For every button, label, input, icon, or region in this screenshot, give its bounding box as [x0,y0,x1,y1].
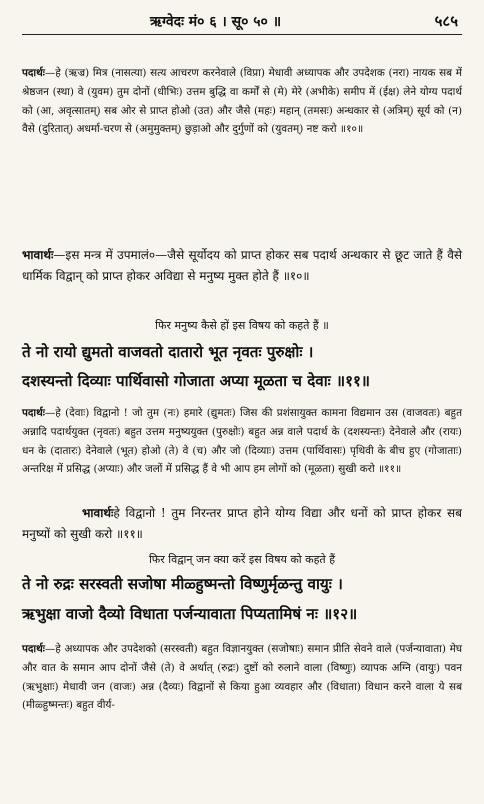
mantra-line-2a: ते नो रायो द्युमतो वाजवतो दातारो भूत नृवतः पुरुक्षोः । [22,343,314,361]
section-intro-3: फिर विद्वान् जन क्या करें इस विषय को कहते हैं [148,553,336,566]
section-intro-2: फिर मनुष्य कैसे हों इस विषय को कहते हैं ॥ [155,319,329,332]
mantra-line-2b: दशस्यन्तो दिव्याः पार्थिवासो गोजाता अप्या मूळता च देवाः ॥११॥ [22,372,371,390]
bhavartha-label: भावार्थः [22,248,54,262]
page-header [0,6,484,32]
padartha-label: पदार्थः [22,643,45,655]
padartha-text: —हे (ऋज्र) मित्र (नासत्या) सत्य आचरण करनेवाले (विप्रा) मेधावी अध्यापक और उपदेशक (नरा) नायक सब में श्रेष्ठजन (स्था) वे (युवम) तुम दोनों (धीभिः) उत्तम बुद्धि वा कर्मों से (मे) मेरे (अभीके) समीप में (ईक्ष) लेने योग्य पदार्थ को (आ, अवृत्सातम्) सब ओर से प्राप्त होओ (उत) और जैसे (महः) महान् (तमसः) अन्धकार से (अत्रिम्) सूर्य को (न) वैसे (दुरितात्) अधर्मा-चरण से (अमुमुक्तम्) छुड़ाओ और दुर्गुणों को (युवतम्) नष्ट करो ॥१०॥ [22,67,462,136]
page-number: ५८५ [434,12,458,30]
padartha-paragraph-1 [22,64,462,139]
padartha-text: —हे (देवाः) विद्वानो ! जो तुम (नः) हमारे (द्युमतः) जिस की प्रशंसायुक्त कामना विद्यमान उस (वाजवतः) बहुत अन्नादि पदार्थयुक्त (नृवतः) बहुत उत्तम मनुष्ययुक्त (पुरुक्षोः) बहुत अन्न वाले पदार्थ के (दशस्यन्तः) देनेवाले और (रायः) धन के (दातारः) देनेवाले (भूत) होओ (ते) वे (च) और जो (दिव्याः) उत्तम (पार्थिवासः) पृथिवी के बीच हुए (गोजाताः) अन्तरिक्ष में प्रसिद्ध (अप्याः) और जलों में प्रसिद्ध हैं वे भी आप हम लोगों को (मूळता) सुखी करो ॥११॥ [22,407,462,476]
bhavartha-block-2 [22,503,462,545]
padartha-block-2 [22,404,462,479]
padartha-paragraph-3 [22,640,462,715]
padartha-label: पदार्थः [22,67,45,79]
bhavartha-text: —इस मन्त्र में उपमालं०—जैसे सूर्योदय को प्राप्त होकर सब पदार्थ अन्धकार से छूट जाते हैं वैसे धार्मिक विद्वान् को प्राप्त होकर अविद्या से मनुष्य मुक्त होते हैं ॥१०॥ [22,248,462,283]
padartha-text: —हे अध्यापक और उपदेशको (सरस्वती) बहुत विज्ञानयुक्त (सजोषाः) समान प्रीति सेवने वाले (पर्जन्यावाता) मेघ और वात के समान आप दोनों जैसे (ते) वे अर्थात् (रुद्रः) दुष्टों को रुलाने वाला (विष्णुः) व्यापक अग्नि (वायुः) पवन (ऋभुक्षाः) मेधावी जन (वाजः) अन्न (दैव्यः) विद्वानों से किया हुआ व्यवहार और (विधाता) विधान करने वाला ये सब (मीळ्हुष्मन्तः) बहुत वीर्य- [22,643,462,712]
padartha-label: पदार्थः [22,407,45,419]
padartha-paragraph-2 [22,404,462,479]
bhavartha-text: हे विद्वानो ! तुम निरन्तर प्राप्त होने योग्य विद्या और धनों को प्राप्त होकर सब मनुष्यों को सुखी करो ॥११॥ [22,506,462,541]
padartha-block-3 [22,640,462,715]
mantra-line-3b: ऋभुक्षा वाजो दैव्यो विधाता पर्जन्यावाता पिप्यतामिषं नः ॥१२॥ [22,605,358,623]
bhavartha-block-1 [22,245,462,287]
mantra-line-3a: ते नो रुद्रः सरस्वती सजोषा मीळ्हुष्मन्तो विष्णुर्मृळन्तु वायुः । [22,575,343,593]
padartha-block-1 [22,64,462,139]
running-head: ऋग्वेदः मं० ६ । सू० ५० ॥ [150,14,282,30]
bhavartha-label: भावार्थः [82,506,114,520]
header-rule [22,34,462,35]
